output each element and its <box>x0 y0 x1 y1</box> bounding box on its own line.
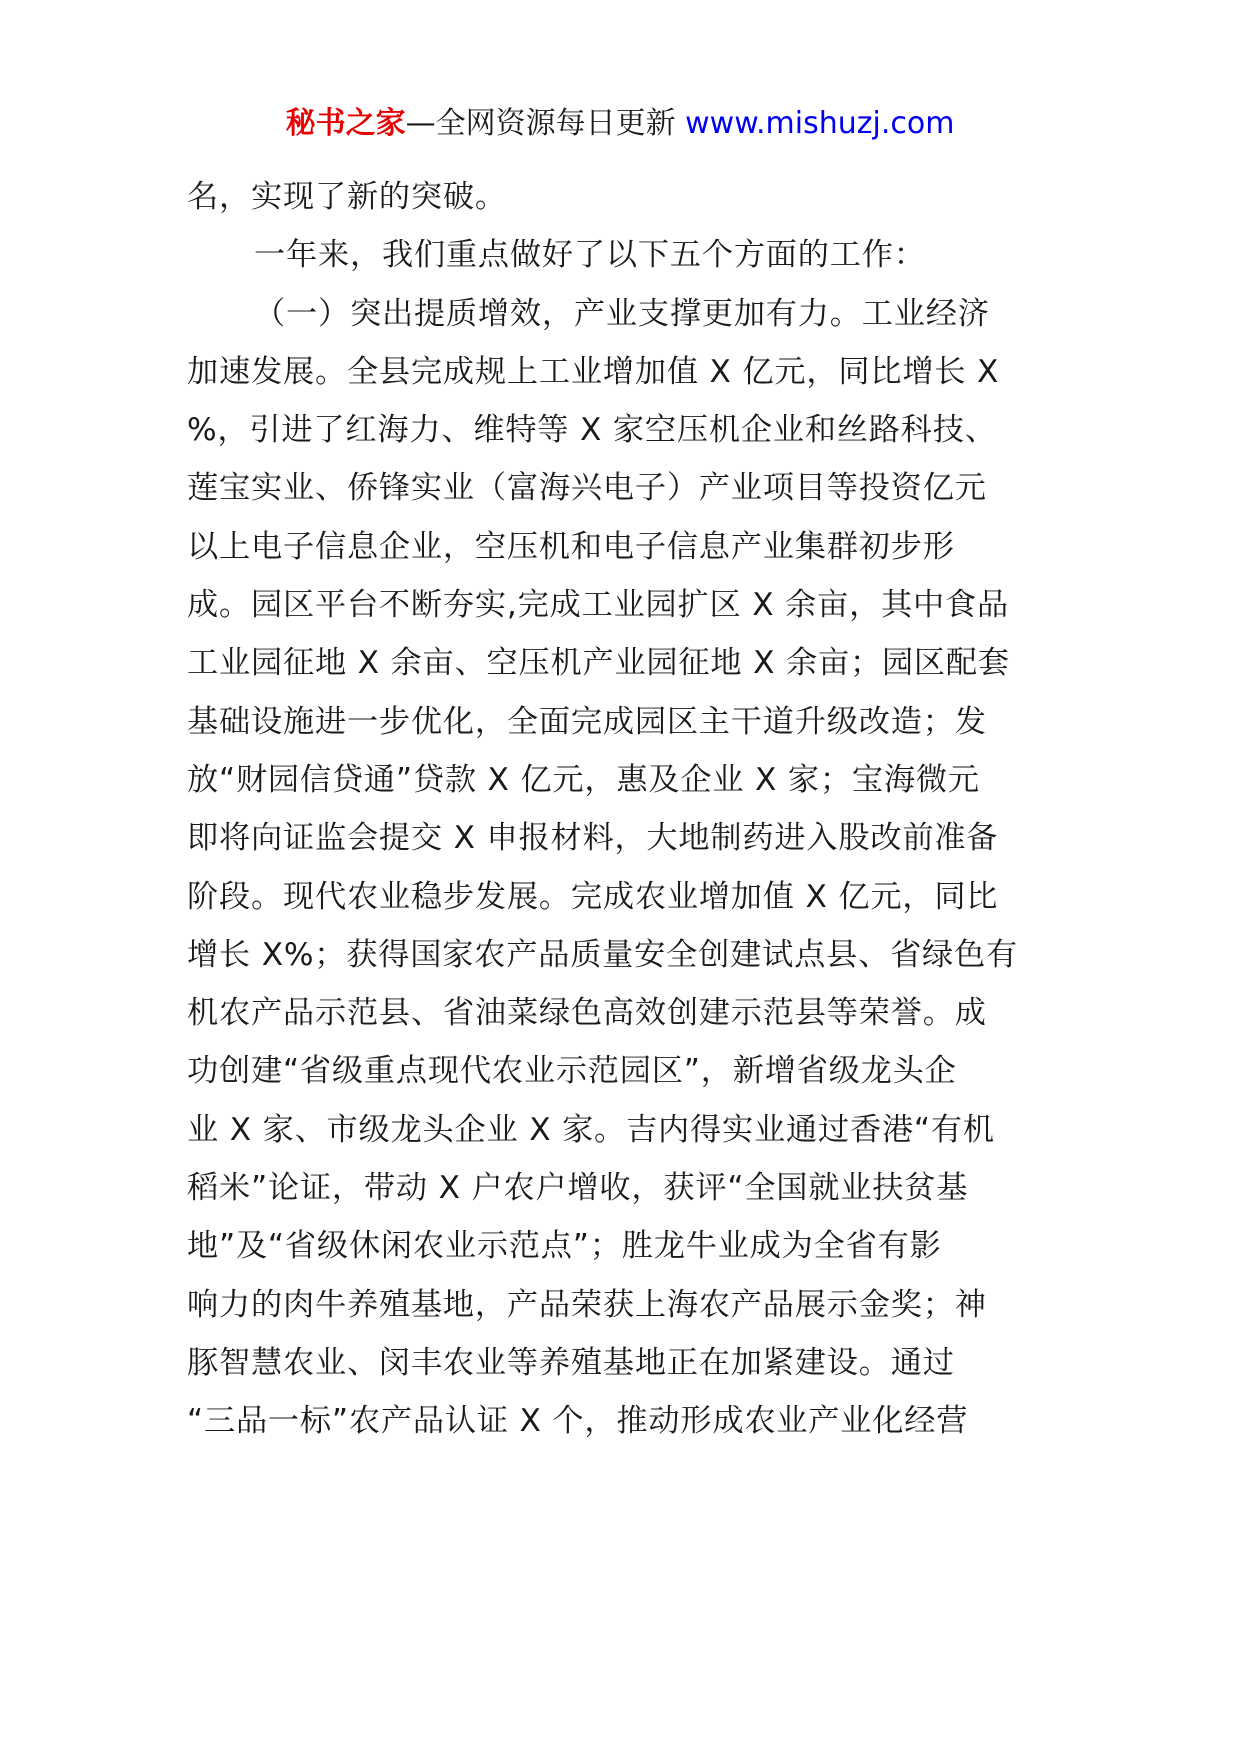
text-line: 一年来，我们重点做好了以下五个方面的工作： <box>254 237 926 274</box>
text-line: 业 X 家、市级龙头企业 X 家。吉内得实业通过香港“有机 <box>187 1111 995 1148</box>
text-line: 莲宝实业、侨锋实业（富海兴电子）产业项目等投资亿元 <box>187 470 987 507</box>
brand-name: 秘书之家 <box>285 106 406 141</box>
text-line: 功创建“省级重点现代农业示范园区”，新增省级龙头企 <box>187 1053 957 1090</box>
text-line: 机农产品示范县、省油菜绿色高效创建示范县等荣誉。成 <box>187 995 987 1032</box>
text-line: 增长 X%；获得国家农产品质量安全创建试点县、省绿色有 <box>187 936 1019 973</box>
site-url-link[interactable]: www.mishuzj.com <box>685 106 955 141</box>
text-line: 响力的肉牛养殖基地，产品荣获上海农产品展示金奖；神 <box>187 1286 987 1323</box>
text-line: 即将向证监会提交 X 申报材料，大地制药进入股改前准备 <box>187 820 999 857</box>
text-line: 成。园区平台不断夯实,完成工业园扩区 X 余亩，其中食品 <box>187 587 1010 624</box>
text-line: “三品一标”农产品认证 X 个，推动形成农业产业化经营 <box>187 1403 969 1440</box>
text-line: 工业园征地 X 余亩、空压机产业园征地 X 余亩；园区配套 <box>187 645 1010 682</box>
text-line: 放“财园信贷通”贷款 X 亿元，惠及企业 X 家；宝海微元 <box>187 761 980 798</box>
header-tagline: —全网资源每日更新 <box>405 106 686 141</box>
text-line: 稻米”论证，带动 X 户农户增收，获评“全国就业扶贫基 <box>187 1170 969 1207</box>
text-line: 加速发展。全县完成规上工业增加值 X 亿元，同比增长 X <box>187 353 1000 390</box>
body-text <box>187 168 1055 1451</box>
text-line: %，引进了红海力、维特等 X 家空压机企业和丝路科技、 <box>187 412 997 449</box>
text-line: 名，实现了新的突破。 <box>187 179 507 215</box>
watermark-header <box>0 102 1240 146</box>
text-line: 以上电子信息企业，空压机和电子信息产业集群初步形 <box>187 528 955 565</box>
section-heading-line: （一）突出提质增效，产业支撑更加有力。工业经济 <box>254 295 990 332</box>
text-line: 豚智慧农业、闵丰农业等养殖基地正在加紧建设。通过 <box>187 1344 955 1381</box>
text-line: 基础设施进一步优化，全面完成园区主干道升级改造；发 <box>187 703 987 740</box>
text-line: 阶段。现代农业稳步发展。完成农业增加值 X 亿元，同比 <box>187 878 999 915</box>
text-line: 地”及“省级休闲农业示范点”；胜龙牛业成为全省有影 <box>187 1228 942 1265</box>
